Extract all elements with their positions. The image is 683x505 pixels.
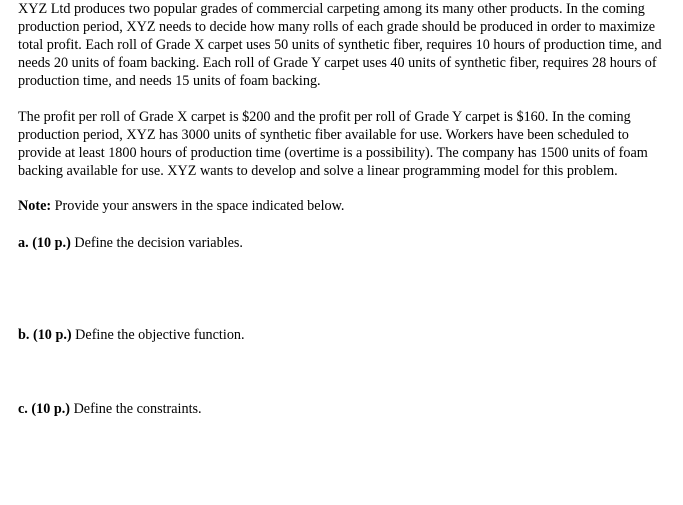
note-label: Note: [18, 198, 52, 214]
question-b [18, 326, 668, 344]
problem-paragraph-2: The profit per roll of Grade X carpet is $200 and the profit per roll of Grade Y carpet is $160. In the coming production period, XYZ has 3000 units of synthetic fiber available for use. Workers have been scheduled to provide at least 1800 hours of production time (overtime is a possibility). The company has 1500 units of foam backing available for use. XYZ wants to develop and solve a linear programming model for this problem. [18, 109, 648, 179]
question-b-text: Define the objective function. [71, 327, 245, 343]
problem-paragraph-1: XYZ Ltd produces two popular grades of commercial carpeting among its many other products. In the coming production period, XYZ needs to decide how many rolls of each grade should be produced in order to maximize total profit. Each roll of Grade X carpet uses 50 units of synthetic fiber, requires 10 hours of production time, and needs 20 units of foam backing. Each roll of Grade Y carpet uses 40 units of synthetic fiber, requires 28 hours of production time, and needs 15 units of foam backing. [18, 1, 662, 89]
question-a-label: a. (10 p.) [18, 235, 71, 251]
question-c-label: c. (10 p.) [18, 401, 71, 417]
question-a [18, 234, 668, 252]
note-line [18, 197, 668, 215]
document-body [18, 0, 668, 418]
question-c-text: Define the constraints. [70, 401, 202, 417]
question-b-label: b. (10 p.) [18, 327, 72, 343]
question-a-text: Define the decision variables. [70, 235, 243, 251]
question-c [18, 400, 668, 418]
note-text: Provide your answers in the space indicated below. [51, 198, 345, 214]
